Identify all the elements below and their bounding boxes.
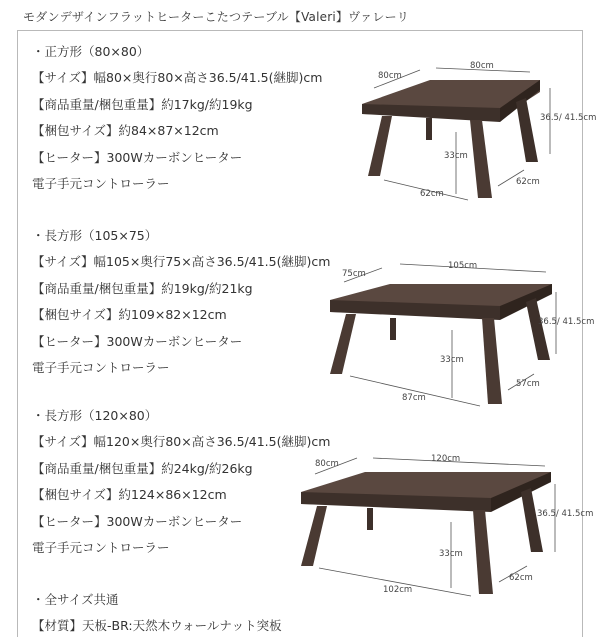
dim-depth-top: 80cm	[315, 459, 339, 469]
spec-heater: 【ヒーター】300Wカーボンヒーター	[32, 149, 243, 165]
spec-section-square	[32, 44, 322, 203]
spec-section-rect-120	[32, 408, 330, 567]
dim-width-bottom: 102cm	[383, 585, 413, 595]
dim-depth-bottom: 62cm	[516, 177, 540, 187]
material-spec: 【材質】天板-BR:天然木ウォールナット突板	[32, 618, 282, 633]
spec-heater: 【ヒーター】300Wカーボンヒーター	[32, 333, 243, 349]
table-diagram-rect-120	[295, 448, 594, 598]
spec-controller: 電子手元コントローラー	[32, 176, 170, 191]
table-leg	[368, 116, 392, 176]
spec-size: 【サイズ】幅80×奥行80×高さ36.5/41.5(継脚)cm	[32, 70, 323, 85]
page-title: モダンデザインフラットヒーターこたつテーブル【Valeri】ヴァレーリ	[17, 3, 583, 31]
spec-heater: 【ヒーター】300Wカーボンヒーター	[32, 513, 243, 529]
table-leg	[470, 120, 492, 198]
spec-weight: 【商品重量/梱包重量】約19kg/約21kg	[32, 280, 253, 296]
spec-controller: 電子手元コントローラー	[32, 540, 170, 555]
dim-inner-height: 33cm	[444, 151, 468, 161]
spec-package: 【梱包サイズ】約124×86×12cm	[32, 487, 227, 502]
table-leg	[390, 318, 396, 340]
section-title: ・長方形（120×80）	[32, 408, 158, 423]
dim-height: 36.5/ 41.5cm	[540, 113, 597, 123]
table-leg	[526, 298, 550, 360]
dim-width-top: 120cm	[431, 454, 461, 464]
spec-package: 【梱包サイズ】約109×82×12cm	[32, 307, 227, 322]
dim-inner-height: 33cm	[439, 549, 463, 559]
table-leg	[330, 314, 356, 374]
table-leg	[482, 318, 502, 404]
spec-size: 【サイズ】幅120×奥行80×高さ36.5/41.5(継脚)cm	[32, 434, 331, 449]
table-diagram-rect-105	[320, 258, 595, 408]
dim-height: 36.5/ 41.5cm	[537, 509, 594, 519]
dim-width-top: 80cm	[470, 61, 494, 71]
spec-weight: 【商品重量/梱包重量】約24kg/約26kg	[32, 460, 253, 476]
dim-height: 36.5/ 41.5cm	[538, 317, 595, 327]
table-leg	[367, 508, 373, 530]
table-leg	[521, 488, 543, 552]
spec-controller: 電子手元コントローラー	[32, 360, 170, 375]
table-leg	[301, 506, 327, 566]
spec-section-rect-105	[32, 228, 330, 387]
spec-package: 【梱包サイズ】約84×87×12cm	[32, 123, 219, 138]
dim-depth-top: 80cm	[378, 71, 402, 81]
table-diagram-square	[340, 58, 597, 208]
dim-width-bottom: 62cm	[420, 189, 444, 199]
table-leg	[473, 510, 493, 594]
spec-size: 【サイズ】幅105×奥行75×高さ36.5/41.5(継脚)cm	[32, 254, 331, 269]
spec-weight: 【商品重量/梱包重量】約17kg/約19kg	[32, 96, 253, 112]
common-spec	[32, 592, 282, 644]
dim-width-bottom: 87cm	[402, 393, 426, 403]
table-leg	[426, 118, 432, 140]
dim-width-top: 105cm	[448, 261, 478, 271]
table-leg	[516, 98, 538, 162]
section-title: ・長方形（105×75）	[32, 228, 158, 243]
dim-depth-top: 75cm	[342, 269, 366, 279]
common-title: ・全サイズ共通	[32, 592, 119, 607]
dim-depth-bottom: 57cm	[516, 379, 540, 389]
dim-inner-height: 33cm	[440, 355, 464, 365]
section-title: ・正方形（80×80）	[32, 44, 150, 59]
dim-depth-bottom: 62cm	[509, 573, 533, 583]
